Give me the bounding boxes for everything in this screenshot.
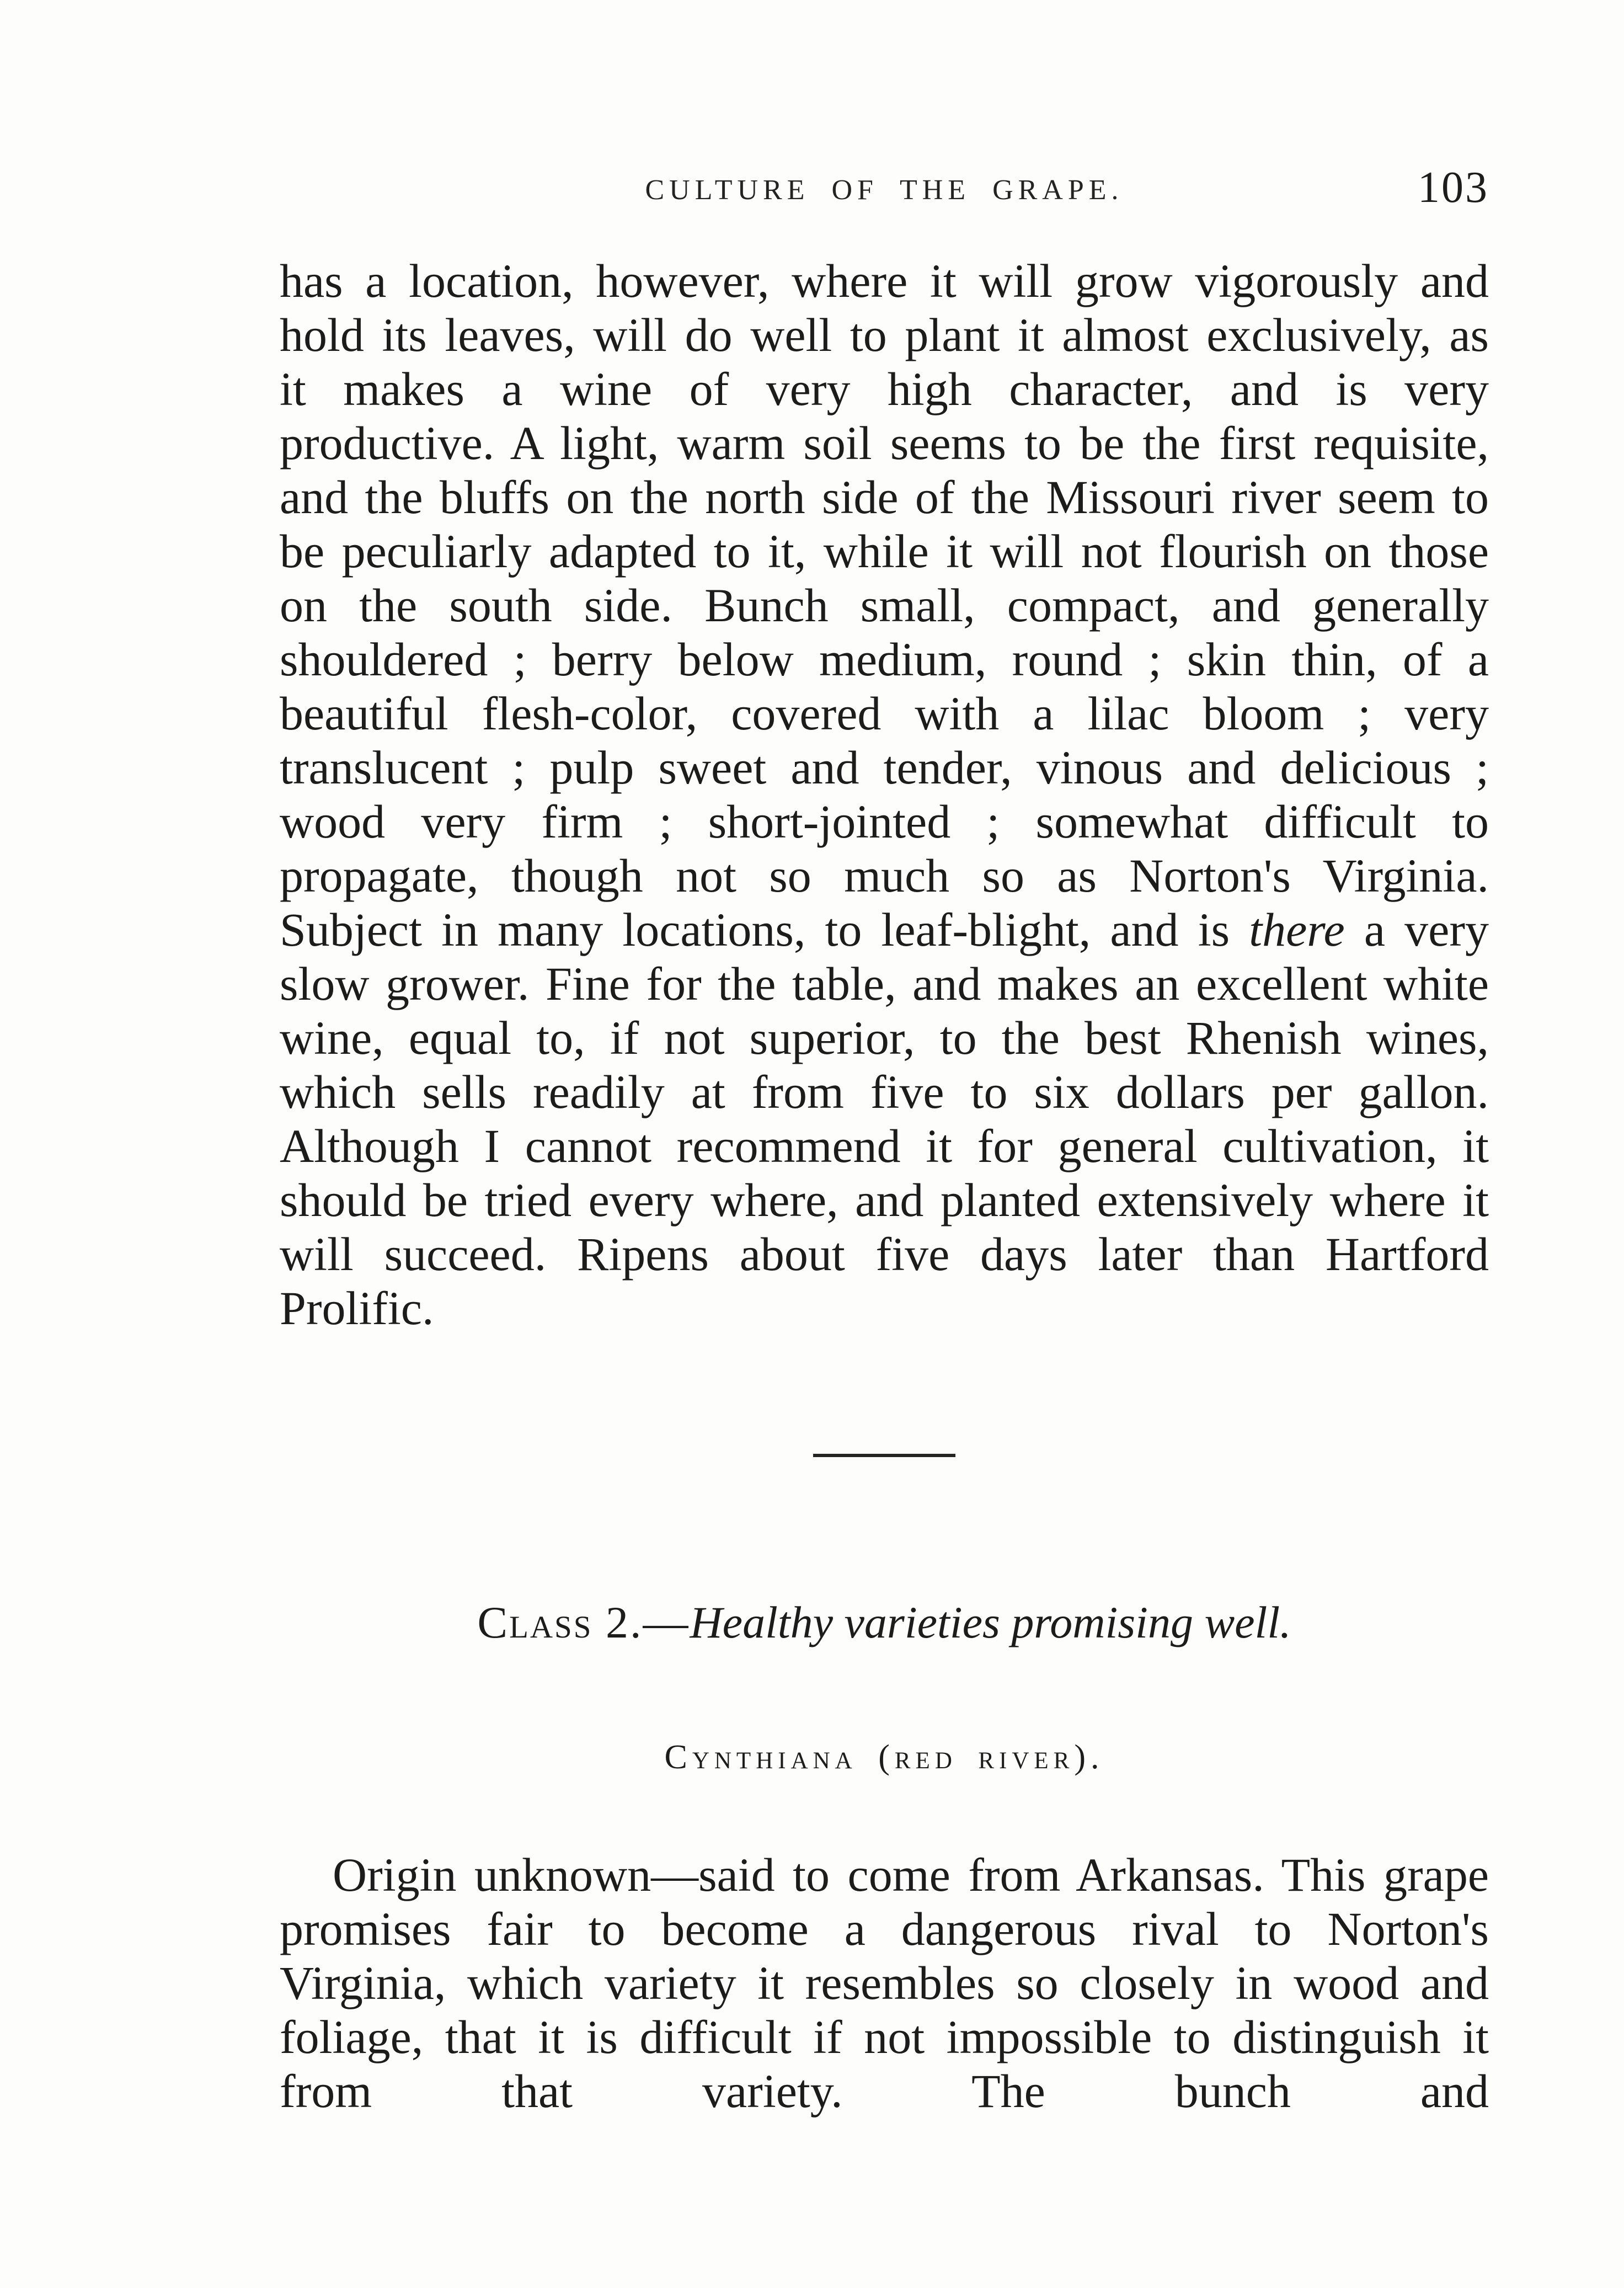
paragraph-cynthiana: Origin unknown—said to come from Arkansas. This grape promises fair to become a dangerous rival to Norton's Virginia, which variety it resembles so closely in wood and foliage, that it is difficult if not impossible to distinguish it from that variety. The bunch and <box>280 1848 1489 2118</box>
paragraph-text-part2: a very slow grower. Fine for the table, and makes an excellent white wine, equal to, if not superior, to the best Rhenish wines, which sells readily at from five to six dollars per gallon. Although I cannot recommend it for general cultivation, it should be tried every where, and planted extensively where it will succeed. Ripens about five days later than Hartford Prolific. <box>280 903 1489 1335</box>
running-title: CULTURE OF THE GRAPE. <box>645 174 1124 206</box>
page-header <box>280 163 1489 223</box>
class-heading <box>280 1598 1489 1647</box>
paragraph-grape-description <box>280 254 1489 1335</box>
paragraph-text-part1: has a location, however, where it will grow vigorously and hold its leaves, will do well to plant it almost exclusively, as it makes a wine of very high character, and is very productive. A light, warm soil seems to be the first requisite, and the bluffs on the north side of the Missouri river seem to be peculiarly adapted to it, while it will not flourish on those on the south side. Bunch small, compact, and generally shouldered ; berry below medium, round ; skin thin, of a beautiful flesh-color, covered with a lilac bloom ; very translucent ; pulp sweet and tender, vinous and delicious ; wood very firm ; short-jointed ; somewhat difficult to propagate, though not so much so as Norton's Virginia. Subject in many locations, to leaf-blight, and is <box>280 254 1489 956</box>
class-heading-italic: Healthy varieties promising well. <box>690 1597 1291 1647</box>
variety-heading: Cynthiana (red river). <box>664 1738 1104 1777</box>
class-heading-label: Class 2.— <box>477 1597 690 1647</box>
section-divider <box>813 1454 955 1457</box>
page-number: 103 <box>1418 163 1489 212</box>
emphasized-word: there <box>1249 903 1345 956</box>
page-content <box>280 163 1489 2118</box>
